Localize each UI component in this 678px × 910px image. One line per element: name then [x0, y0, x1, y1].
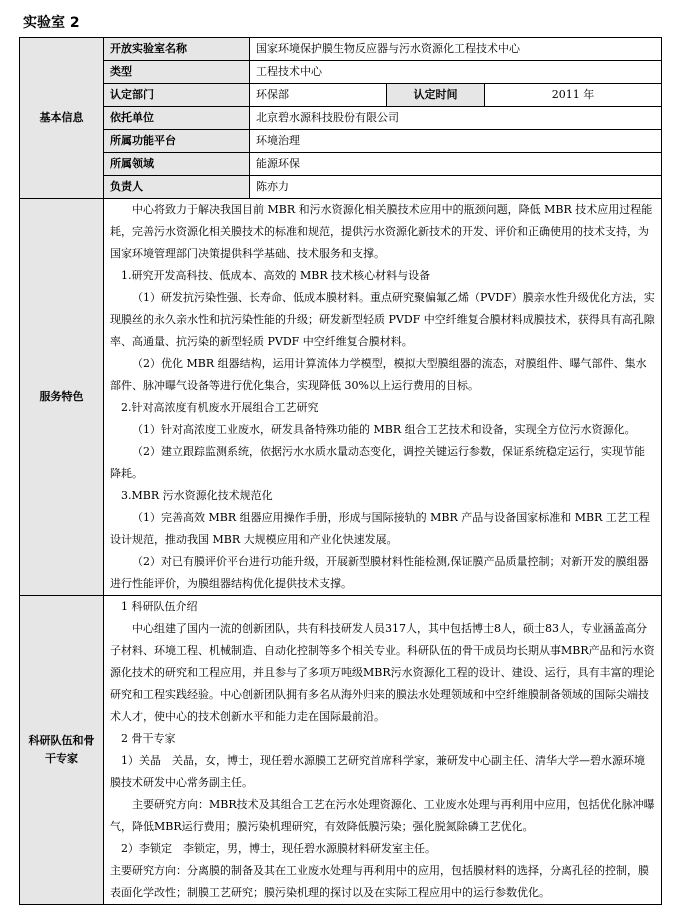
- dept-value: 环保部: [250, 84, 387, 107]
- person-label: 负责人: [104, 176, 250, 199]
- lab-name-value: 国家环境保护膜生物反应器与污水资源化工程技术中心: [250, 38, 662, 61]
- expert-paragraph: 主要研究方向：分离膜的制备及其在工业废水处理与再利用中的应用，包括膜材料的选择，分离孔径的控制，膜表面化学改性；制膜工艺研究；膜污染机理的探讨以及在实际工程应用中的运行参数优化。: [110, 864, 649, 899]
- service-paragraph: 中心将致力于解决我国目前 MBR 和污水资源化相关膜技术应用中的瓶颈问题，降低 MBR 技术应用过程能耗，完善污水资源化相关膜技术的标准和规范，提供污水资源化新技术的开发、评价和正确使用的技术支持，为国家环境管理部门决策提供科学基础、技术服务和支撑。: [110, 203, 653, 260]
- team-section-label: 科研队伍和骨干专家: [20, 596, 104, 905]
- service-paragraph: （2）对已有膜评价平台进行功能升级，开展新型膜材料性能检测,保证膜产品质量控制；对新开发的膜组器进行性能评价，为膜组器结构优化提供技术支撑。: [110, 555, 649, 590]
- type-label: 类型: [104, 61, 250, 84]
- platform-value: 环境治理: [250, 130, 662, 153]
- type-value: 工程技术中心: [250, 61, 662, 84]
- basic-info-section-label: 基本信息: [20, 38, 104, 199]
- lab-name-label: 开放实验室名称: [104, 38, 250, 61]
- unit-label: 依托单位: [104, 107, 250, 130]
- service-heading: 3.MBR 污水资源化技术规范化: [121, 489, 273, 502]
- team-content: [104, 596, 662, 905]
- field-label: 所属领域: [104, 153, 250, 176]
- service-paragraph: （1）研发抗污染性强、长寿命、低成本膜材料。重点研究聚偏氟乙烯（PVDF）膜亲水性升级优化方法，实现膜丝的永久亲水性和抗污染性能的升级；研发新型轻质 PVDF 中空纤维复合膜材料成膜技术，获得具有高孔隙率、高通量、抗污染的新型轻质 PVDF 中空纤维复合膜材料。: [110, 291, 655, 348]
- team-heading: 1 科研队伍介绍: [121, 600, 198, 613]
- service-heading: 2.针对高浓度有机废水开展组合工艺研究: [121, 401, 319, 414]
- page-title: 实验室 2: [23, 15, 80, 31]
- service-paragraph: （2）建立跟踪监测系统，依据污水水质水量动态变化，调控关键运行参数，保证系统稳定运行，实现节能降耗。: [110, 445, 645, 480]
- service-section-label: 服务特色: [20, 199, 104, 596]
- service-paragraph: （1）针对高浓度工业废水，研发具备特殊功能的 MBR 组合工艺技术和设备，实现全方位污水资源化。: [132, 423, 636, 436]
- time-value: 2011 年: [485, 84, 662, 107]
- service-paragraph: （1）完善高效 MBR 组器应用操作手册，形成与国际接轨的 MBR 产品与设备国家标准和 MBR 工艺工程设计规范，推动我国 MBR 大规模应用和产业化快速发展。: [110, 511, 650, 546]
- lab-info-table: [19, 37, 662, 905]
- expert-paragraph: 主要研究方向：MBR技术及其组合工艺在污水处理资源化、工业废水处理与再利用中应用，包括优化脉冲曝气，降低MBR运行费用；膜污染机理研究，有效降低膜污染；强化脱氮除磷工艺优化。: [110, 798, 655, 833]
- field-value: 能源环保: [250, 153, 662, 176]
- service-paragraph: （2）优化 MBR 组器结构，运用计算流体力学模型，模拟大型膜组器的流态，对膜组件、曝气部件、集水部件、脉冲曝气设备等进行优化集合，实现降低 30%以上运行费用的目标。: [110, 357, 647, 392]
- person-value: 陈亦力: [250, 176, 662, 199]
- expert-paragraph: 2）李锁定 李锁定，男，博士，现任碧水源膜材料研发室主任。: [121, 842, 436, 855]
- service-heading: 1.研究开发高科技、低成本、高效的 MBR 技术核心材料与设备: [121, 269, 431, 282]
- dept-label: 认定部门: [104, 84, 250, 107]
- platform-label: 所属功能平台: [104, 130, 250, 153]
- time-label: 认定时间: [387, 84, 485, 107]
- expert-paragraph: 1）关晶 关晶，女，博士，现任碧水源膜工艺研究首席科学家，兼研发中心副主任、清华大学—碧水源环境膜技术研发中心常务副主任。: [110, 754, 645, 789]
- team-heading: 2 骨干专家: [121, 732, 176, 745]
- service-content: [104, 199, 662, 596]
- team-paragraph: 中心组建了国内一流的创新团队，共有科技研发人员317人，其中包括博士8人，硕士83人，专业涵盖高分子材料、环境工程、机械制造、自动化控制等多个相关专业。科研队伍的骨干成员均长期从事MBR产品和污水资源化技术的研究和工程应用，并且参与了多项万吨级MBR污水资源化工程的设计、建设、运行，具有丰富的理论研究和工程实践经验。中心创新团队拥有多名从海外归来的膜法水处理领域和中空纤维膜制备领域的国际尖端技术人才，使中心的技术创新水平和能力走在国际最前沿。: [110, 622, 655, 723]
- unit-value: 北京碧水源科技股份有限公司: [250, 107, 662, 130]
